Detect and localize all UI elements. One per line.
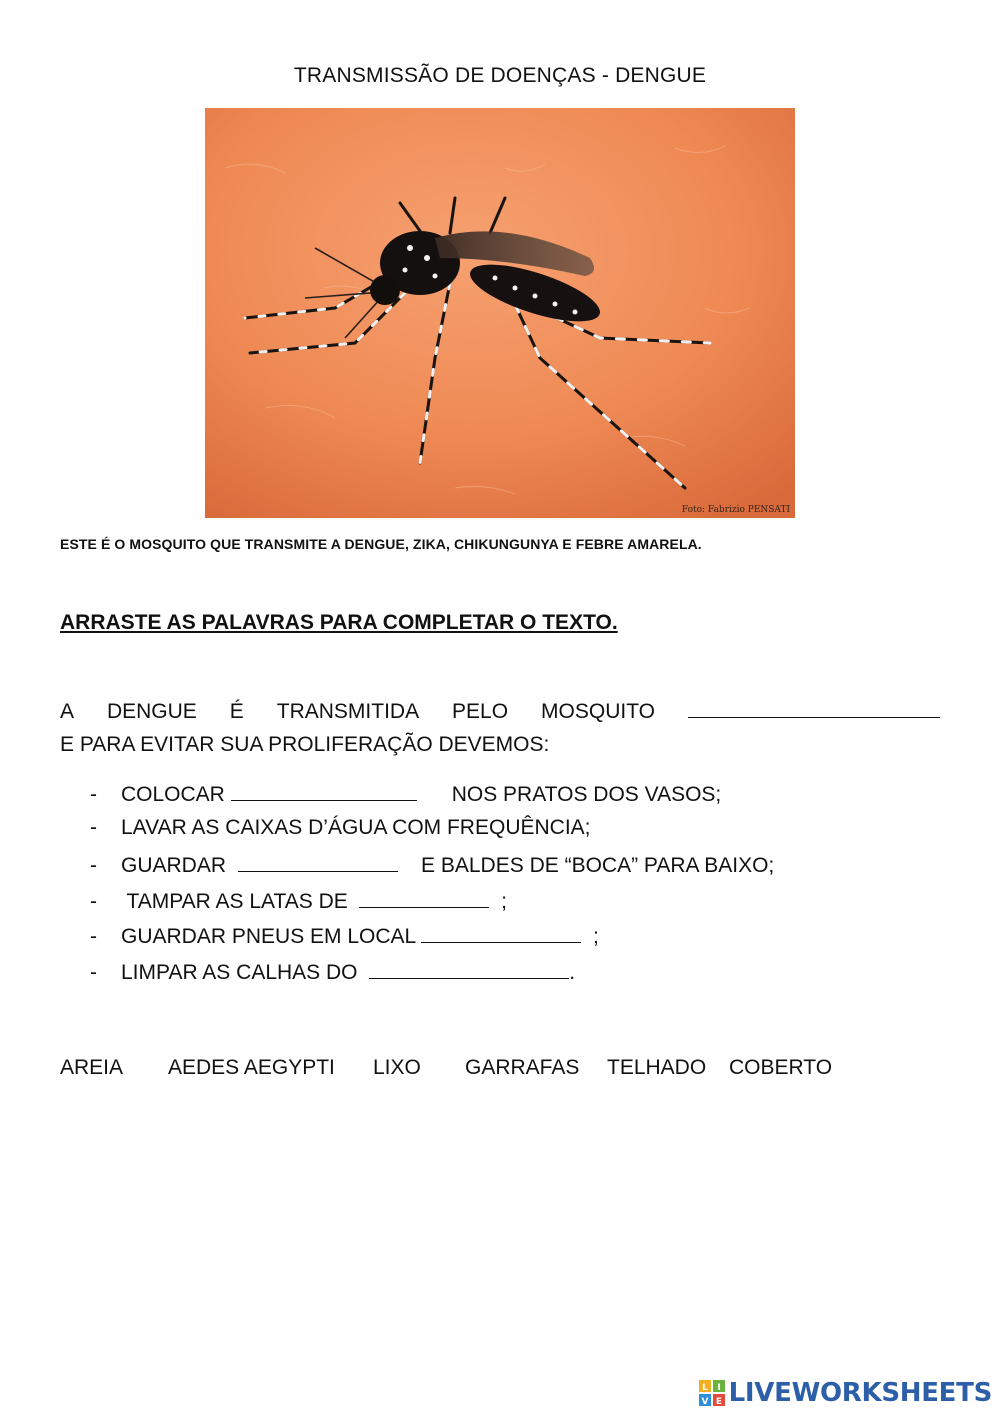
drop-blank-lixo[interactable] [359, 887, 489, 908]
list-dash: - [90, 960, 97, 984]
list-item-text-after: E BALDES DE “BOCA” PARA BAIXO; [397, 854, 775, 877]
paragraph-word: PELO [452, 700, 509, 723]
list-dash: - [90, 854, 97, 877]
draggable-word-aedes-aegypti[interactable]: AEDES AEGYPTI [168, 1056, 335, 1079]
list-item [90, 851, 774, 887]
paragraph-word: MOSQUITO [541, 700, 655, 723]
draggable-word-coberto[interactable]: COBERTO [729, 1056, 833, 1079]
photo-caption: ESTE É O MOSQUITO QUE TRANSMITE A DENGUE, ZIKA, CHIKUNGUNYA E FEBRE AMARELA. [60, 536, 702, 552]
list-item [90, 958, 774, 994]
list-item-text-after: ; [489, 889, 507, 913]
svg-text:V: V [701, 1397, 709, 1406]
photo-credit: Foto: Fabrizio PENSATI [681, 505, 790, 515]
list-item [90, 922, 774, 958]
list-dash: - [90, 889, 97, 913]
list-item [90, 887, 774, 923]
drop-blank-coberto[interactable] [421, 922, 581, 943]
list-item-text-before: GUARDAR [121, 854, 238, 877]
list-item-text-before: COLOCAR [121, 783, 231, 806]
liveworksheets-logo-icon [699, 1380, 725, 1406]
mosquito-photo [205, 108, 795, 518]
list-item-text-before: LIMPAR AS CALHAS DO [121, 960, 370, 984]
list-dash: - [90, 783, 97, 806]
draggable-word-lixo[interactable]: LIXO [373, 1056, 421, 1079]
drop-blank-areia[interactable] [231, 780, 417, 801]
drop-blank-mosquito[interactable] [688, 697, 940, 718]
instruction-heading: ARRASTE AS PALAVRAS PARA COMPLETAR O TEXTO. [60, 611, 618, 634]
drop-blank-telhado[interactable] [369, 958, 569, 979]
prevention-list [90, 780, 774, 993]
paragraph-word: DENGUE [106, 700, 197, 723]
list-item [90, 780, 774, 816]
list-dash: - [90, 925, 97, 948]
svg-text:E: E [715, 1397, 722, 1406]
list-item [90, 816, 774, 852]
paragraph-line-1 [60, 697, 940, 724]
paragraph-line-2: E PARA EVITAR SUA PROLIFERAÇÃO DEVEMOS: [60, 733, 550, 756]
svg-text:L: L [701, 1383, 708, 1393]
svg-text:I: I [716, 1383, 721, 1393]
page-title: TRANSMISSÃO DE DOENÇAS - DENGUE [293, 64, 707, 87]
draggable-word-telhado[interactable]: TELHADO [607, 1056, 707, 1079]
paragraph-word: A [60, 700, 75, 723]
list-item-text-before: LAVAR AS CAIXAS D’ÁGUA COM FREQUÊNCIA; [121, 815, 591, 839]
draggable-word-areia[interactable]: AREIA [60, 1056, 124, 1079]
drop-blank-garrafas[interactable] [238, 851, 398, 872]
list-dash: - [90, 815, 97, 839]
list-item-text-after: ; [581, 925, 599, 948]
liveworksheets-brand [699, 1376, 992, 1410]
list-item-text-before: GUARDAR PNEUS EM LOCAL [121, 925, 422, 948]
list-item-text-before: TAMPAR AS LATAS DE [121, 889, 360, 913]
brand-name: LIVEWORKSHEETS [728, 1378, 992, 1408]
list-item-text-after: . [569, 960, 576, 984]
draggable-word-garrafas[interactable]: GARRAFAS [465, 1056, 580, 1079]
list-item-text-after: NOS PRATOS DOS VASOS; [416, 783, 722, 806]
paragraph-word: TRANSMITIDA [276, 700, 420, 723]
paragraph-word: É [229, 700, 244, 723]
